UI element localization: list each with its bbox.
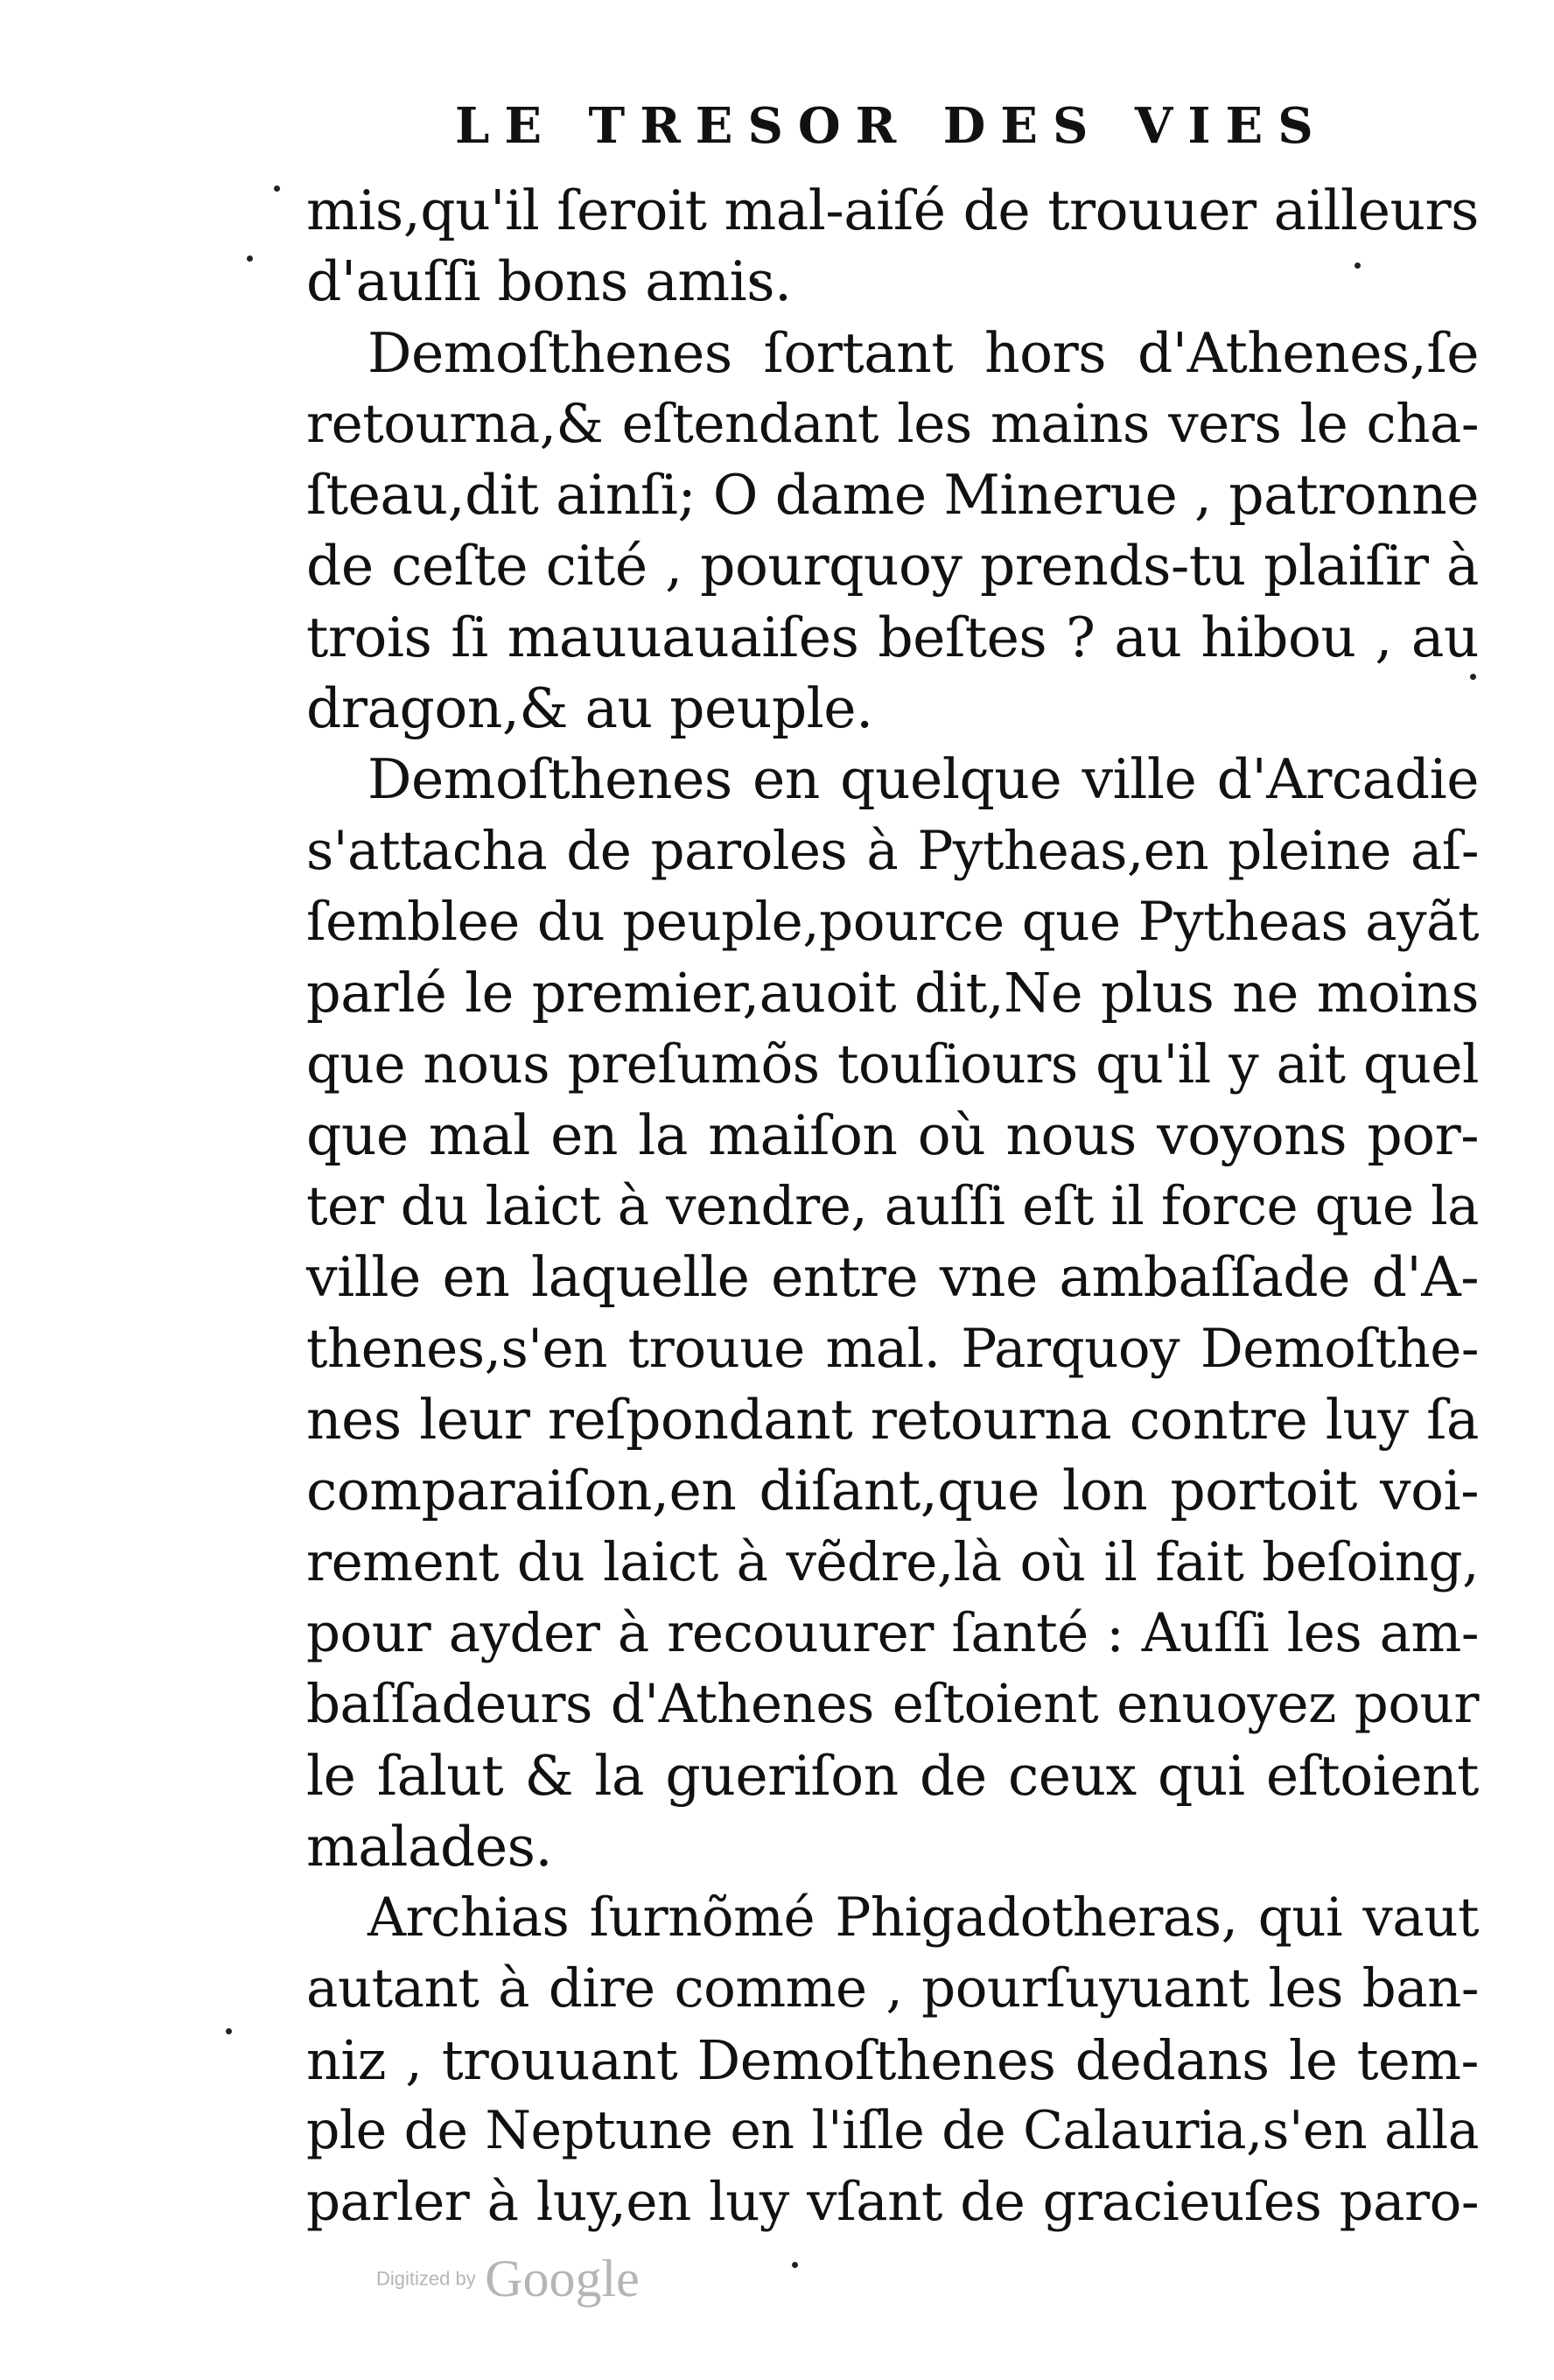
text-line: Archias ſurnõmé Phigadotheras, qui vaut xyxy=(368,1886,1479,1950)
text-line: que nous preſumõs touſiours qu'il y ait quel xyxy=(306,1032,1479,1096)
text-line: ſteau,dit ainſi; O dame Minerue , patronne xyxy=(306,463,1479,528)
text-line: niz , trouuant Demoſthenes dedans le tem- xyxy=(306,2027,1479,2092)
text-line: comparaiſon,en diſant,que lon portoit voi- xyxy=(306,1459,1479,1523)
text-line: d'auſſi bons amis. xyxy=(306,249,792,314)
text-line: que mal en la maiſon où nous voyons por- xyxy=(306,1102,1479,1167)
text-line: dragon,& au peuple. xyxy=(306,676,873,741)
text-line: parlé le premier,auoit dit,Ne plus ne moins xyxy=(306,961,1479,1026)
text-line: parler à luy,en luy vſant de gracieuſes paro- xyxy=(306,2171,1479,2234)
watermark-prefix: Digitized by xyxy=(376,2267,476,2290)
text-line: de ceſte cité , pourquoy prends-tu plaiſir à xyxy=(306,534,1479,598)
text-line: le ſalut & la gueriſon de ceux qui eſtoient xyxy=(306,1743,1479,1808)
text-line: thenes,s'en trouue mal. Parquoy Demoſthe- xyxy=(306,1317,1479,1380)
print-speck xyxy=(792,2262,798,2268)
text-line: nes leur reſpondant retourna contre luy ſa xyxy=(306,1388,1479,1452)
text-line: malades. xyxy=(306,1814,552,1879)
print-speck xyxy=(226,2028,232,2034)
google-logo: Google xyxy=(485,2250,640,2307)
text-line: mis,qu'il ſeroit mal-aiſé de trouuer ailleurs xyxy=(306,178,1479,242)
digitized-watermark xyxy=(376,2249,640,2309)
body-text xyxy=(306,175,1479,2238)
text-line: autant à dire comme , pourſuyuant les ban- xyxy=(306,1957,1479,2020)
text-line: s'attacha de paroles à Pytheas,en pleine aſ- xyxy=(306,819,1479,882)
text-line: ville en laquelle entre vne ambaſſade d'A- xyxy=(306,1245,1479,1310)
text-line: pour ayder à recouurer ſanté : Auſſi les am- xyxy=(306,1601,1479,1664)
text-line: Demoſthenes ſortant hors d'Athenes,ſe xyxy=(368,320,1479,385)
text-line: retourna,& eſtendant les mains vers le cha- xyxy=(306,392,1479,455)
text-line: baſſadeurs d'Athenes eſtoient enuoyez pour xyxy=(306,1673,1479,1736)
text-line: trois ſi mauuauaiſes beſtes ? au hibou , au xyxy=(306,605,1479,669)
print-speck xyxy=(274,186,280,192)
text-line: rement du laict à vẽdre,là où il fait beſoing, xyxy=(306,1530,1479,1593)
text-line: ter du laict à vendre, auſſi eſt il force que la xyxy=(306,1175,1479,1238)
running-head: LE TRESOR DES VIES xyxy=(455,97,1328,155)
text-line: ple de Neptune en l'iſle de Calauria,s'en alla xyxy=(306,2100,1479,2162)
text-line: Demoſthenes en quelque ville d'Arcadie xyxy=(368,747,1479,812)
text-line: ſemblee du peuple,pource que Pytheas ayãt xyxy=(306,890,1479,953)
print-speck xyxy=(247,256,253,262)
